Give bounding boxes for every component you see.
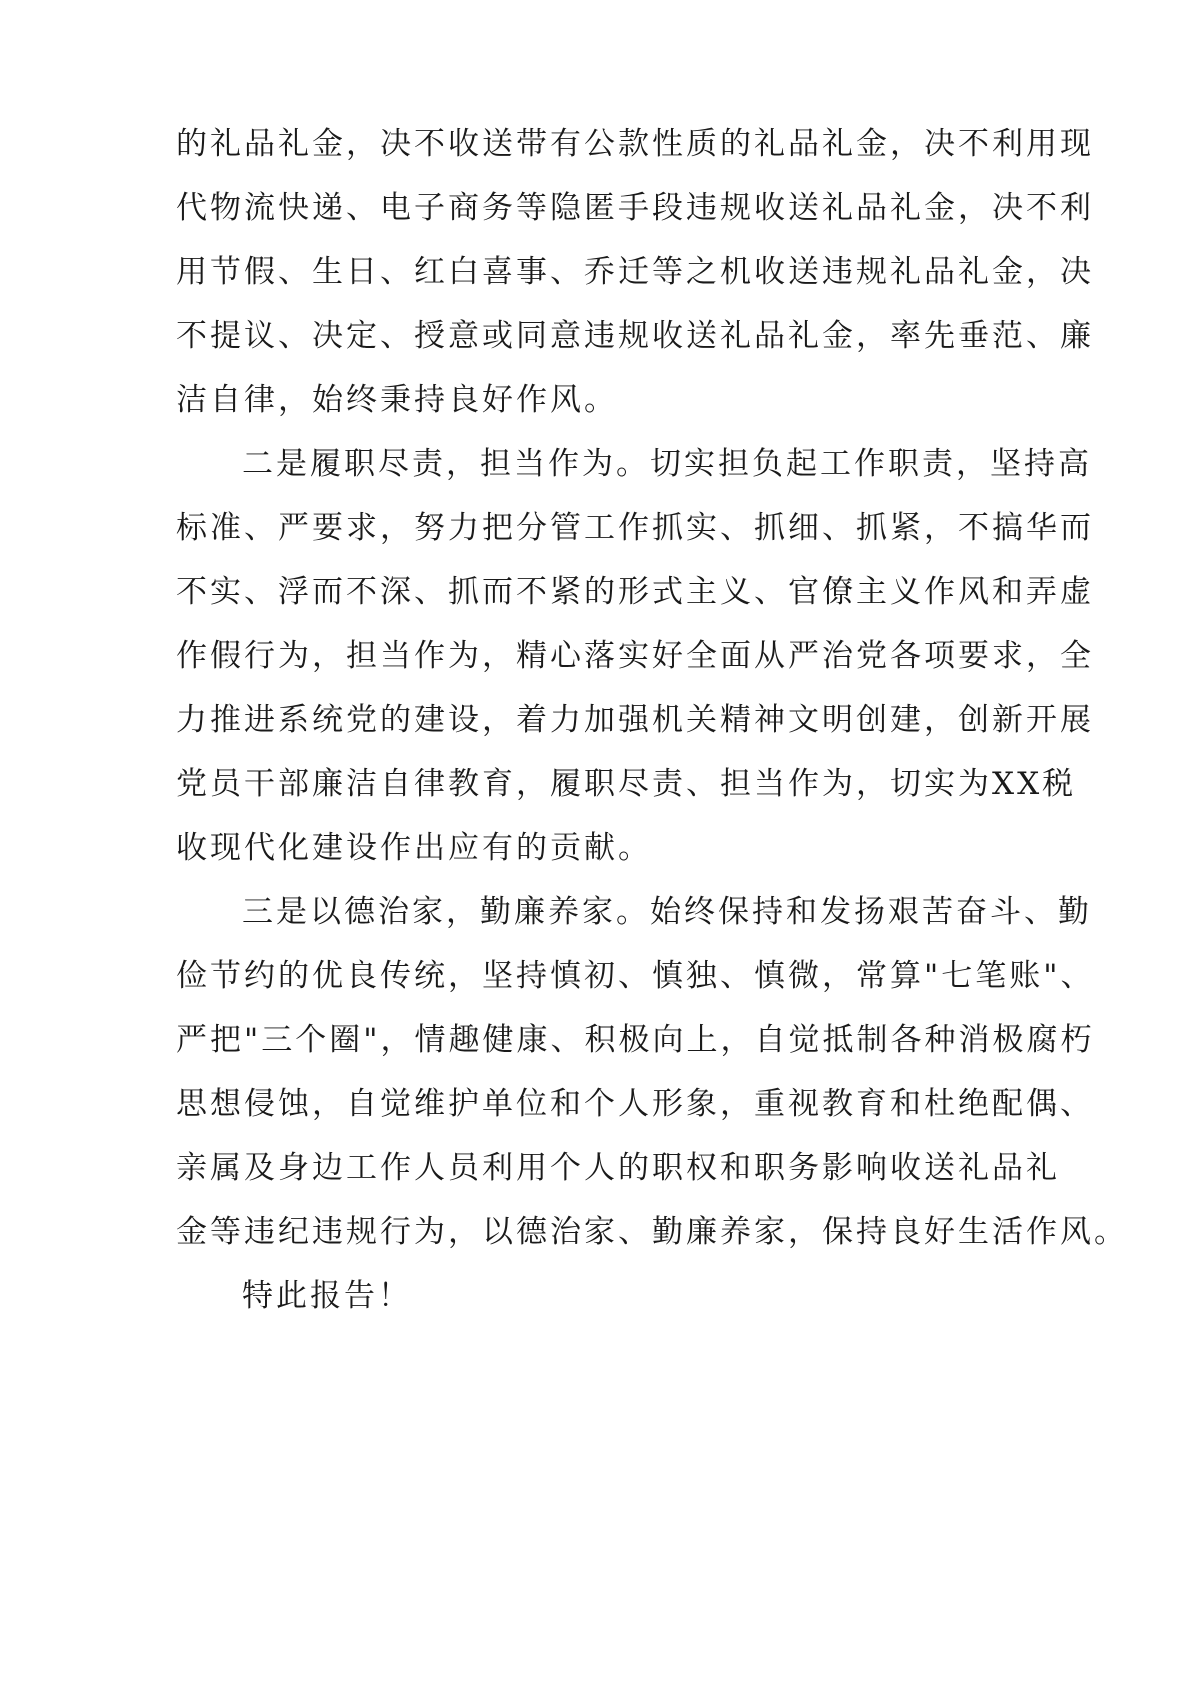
text-line: 三是以德治家，勤廉养家。始终保持和发扬艰苦奋斗、勤 bbox=[242, 894, 1092, 930]
text-line: 俭节约的优良传统，坚持慎初、慎独、慎微，常算"七笔账"、 bbox=[176, 958, 1095, 994]
text-line: 代物流快递、电子商务等隐匿手段违规收送礼品礼金，决不利 bbox=[176, 190, 1094, 226]
text-line: 收现代化建设作出应有的贡献。 bbox=[176, 830, 652, 866]
text-line: 洁自律，始终秉持良好作风。 bbox=[176, 382, 618, 418]
text-line: 作假行为，担当作为，精心落实好全面从严治党各项要求，全 bbox=[176, 638, 1094, 674]
text-line: 标准、严要求，努力把分管工作抓实、抓细、抓紧，不搞华而 bbox=[176, 510, 1094, 546]
text-line: 力推进系统党的建设，着力加强机关精神文明创建，创新开展 bbox=[176, 702, 1094, 738]
text-line: 亲属及身边工作人员利用个人的职权和职务影响收送礼品礼 bbox=[176, 1150, 1060, 1186]
text-line: 不提议、决定、授意或同意违规收送礼品礼金，率先垂范、廉 bbox=[176, 318, 1094, 354]
text-line: 不实、浮而不深、抓而不紧的形式主义、官僚主义作风和弄虚 bbox=[176, 574, 1094, 610]
text-line: 的礼品礼金，决不收送带有公款性质的礼品礼金，决不利用现 bbox=[176, 126, 1094, 162]
document-body bbox=[176, 112, 1128, 1328]
paragraph-duty-responsibility bbox=[176, 432, 1094, 880]
closing-line: 特此报告！ bbox=[242, 1278, 412, 1314]
text-line: 党员干部廉洁自律教育，履职尽责、担当作为，切实为XX税 bbox=[176, 766, 1077, 802]
text-line: 严把"三个圈"，情趣健康、积极向上，自觉抵制各种消极腐朽 bbox=[176, 1022, 1095, 1058]
paragraph-family-virtue bbox=[176, 880, 1128, 1264]
text-line: 金等违纪违规行为，以德治家、勤廉养家，保持良好生活作风。 bbox=[176, 1214, 1128, 1250]
paragraph-closing bbox=[176, 1264, 1034, 1328]
paragraph-gift-refusal bbox=[176, 112, 1094, 432]
text-line: 用节假、生日、红白喜事、乔迁等之机收送违规礼品礼金，决 bbox=[176, 254, 1094, 290]
text-line: 思想侵蚀，自觉维护单位和个人形象，重视教育和杜绝配偶、 bbox=[176, 1086, 1094, 1122]
text-line: 二是履职尽责，担当作为。切实担负起工作职责，坚持高 bbox=[242, 446, 1092, 482]
